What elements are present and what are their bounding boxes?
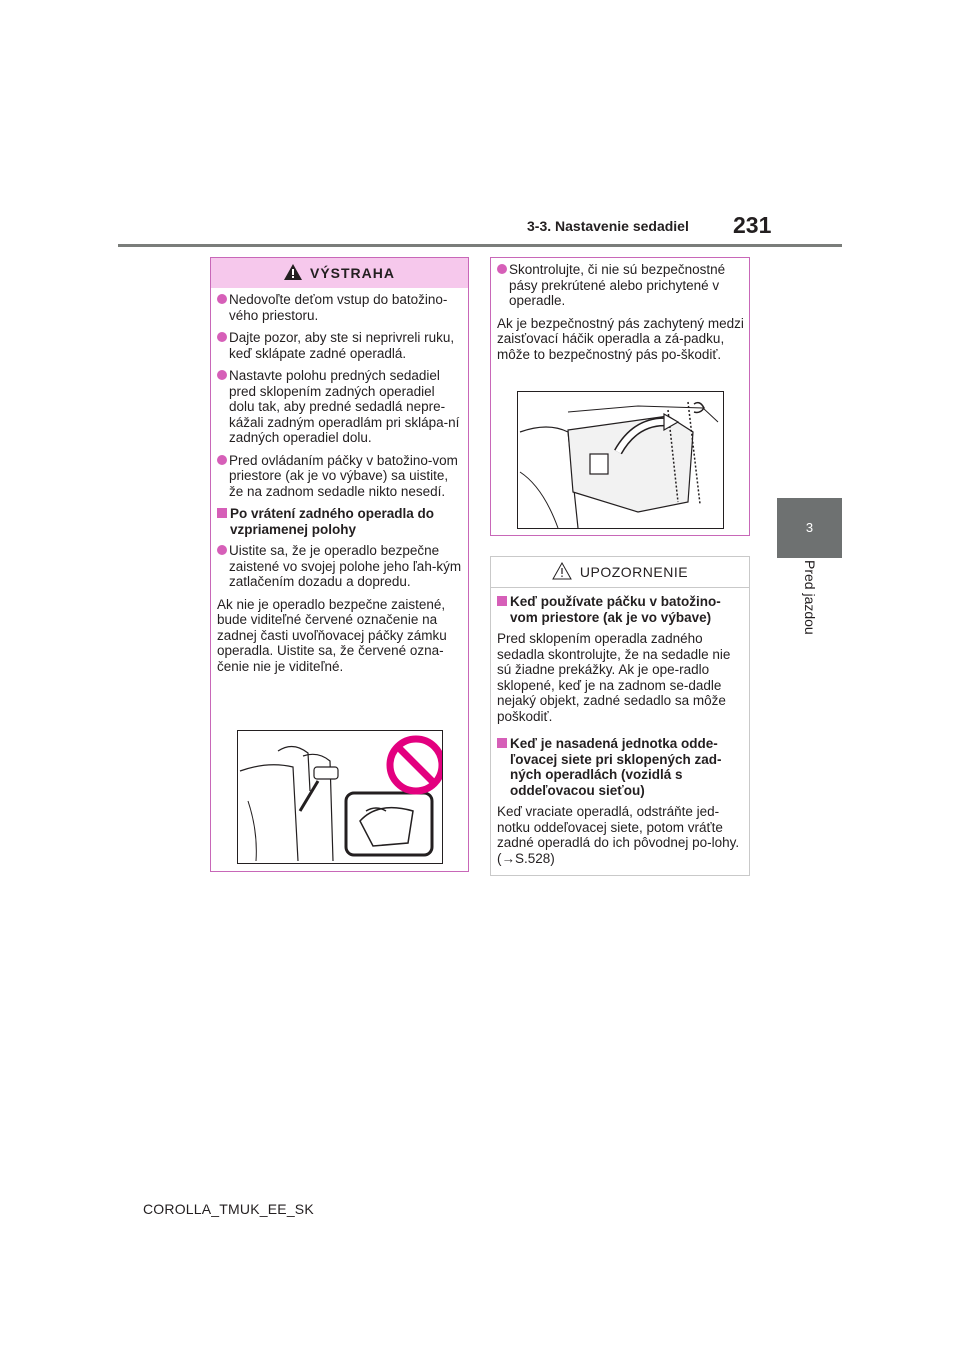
section-title: 3-3. Nastavenie sedadiel [527, 218, 689, 234]
caution-title-bar [491, 557, 749, 588]
bullet-dot-icon [217, 294, 227, 304]
warning-paragraph: Ak je bezpečnostný pás zachytený medzi zaisťovací háčik operadla a zá-padku, môže to bezpečnostný pás po-škodiť. [497, 315, 744, 362]
square-bullet-icon [217, 508, 227, 518]
warning-bullet: Pred ovládaním páčky v batožino-vom priestore (ak je vo výbave) sa uistite, že na zadnom sedadle nikto nesedí. [217, 453, 463, 500]
warning-bullet: Skontrolujte, či nie sú bezpečnostné pásy prekrútené alebo prichytené v operadle. [497, 262, 744, 309]
document-code: COROLLA_TMUK_EE_SK [143, 1201, 314, 1217]
warning-bullet: Uistite sa, že je operadlo bezpečne zaistené vo svojej polohe jeho ľah-kým zatlačením dozadu a dopredu. [217, 543, 463, 590]
seat-belt-illustration [517, 391, 724, 529]
caution-triangle-icon [552, 562, 572, 580]
warning-title: VÝSTRAHA [309, 265, 395, 281]
bullet-dot-icon [497, 264, 507, 274]
caution-title: UPOZORNENIE [579, 564, 689, 580]
warning-paragraph: Ak nie je operadlo bezpečne zaistené, bude viditeľné červené označenie na zadnej časti uvoľňovacej páčky zámku operadla. Uistite sa, že červené ozna-čenie nie je viditeľné. [217, 596, 447, 674]
warning-bullet: Nedovoľte deťom vstup do batožino-vého priestoru. [217, 292, 463, 323]
warning-title-bar [211, 258, 468, 288]
caution-heading: Keď používate páčku v batožino-vom priestore (ak je vo výbave) [497, 594, 744, 625]
prohibited-lever-illustration [237, 730, 443, 864]
warning-box [210, 257, 469, 872]
page-number: 231 [733, 212, 772, 238]
warning-continued-box [490, 257, 750, 536]
warning-bullet: Dajte pozor, aby ste si neprivreli ruku, keď sklápate zadné operadlá. [217, 330, 463, 361]
bullet-dot-icon [217, 332, 227, 342]
bullet-dot-icon [217, 455, 227, 465]
header-rule [118, 244, 842, 247]
bullet-dot-icon [217, 545, 227, 555]
chapter-title-tab: Pred jazdou [802, 560, 818, 635]
caution-heading: Keď je nasadená jednotka odde-ľovacej siete pri sklopených zad-ných operadlách (vozidlá s oddeľovacou sieťou) [497, 736, 744, 798]
warning-subheading: Po vrátení zadného operadla do vzpriamenej polohy [217, 506, 463, 537]
warning-triangle-icon [284, 264, 302, 280]
caution-paragraph: Pred sklopením operadla zadného sedadla skontrolujte, že na sedadle nie sú žiadne prekážky. Ak je ope-radlo sklopené, keď je na zadnom se-dadle nejaký objekt, zadné sedadlo sa môže poškodiť. [497, 631, 731, 724]
caution-box [490, 556, 750, 876]
caution-paragraph: Keď vraciate operadlá, odstráňte jed-notku oddeľovacej siete, potom vráťte zadné operadlá do ich pôvodnej po-lohy. (→S.528) [497, 804, 740, 866]
bullet-dot-icon [217, 370, 227, 380]
chapter-number-tab: 3 [777, 498, 842, 558]
warning-bullet: Nastavte polohu predných sedadiel pred sklopením zadných operadiel dolu tak, aby predné sedadlá nepre-kážali zadným operadlám pri sklápa-ní zadných operadiel dolu. [217, 368, 463, 446]
square-bullet-icon [497, 738, 507, 748]
square-bullet-icon [497, 596, 507, 606]
